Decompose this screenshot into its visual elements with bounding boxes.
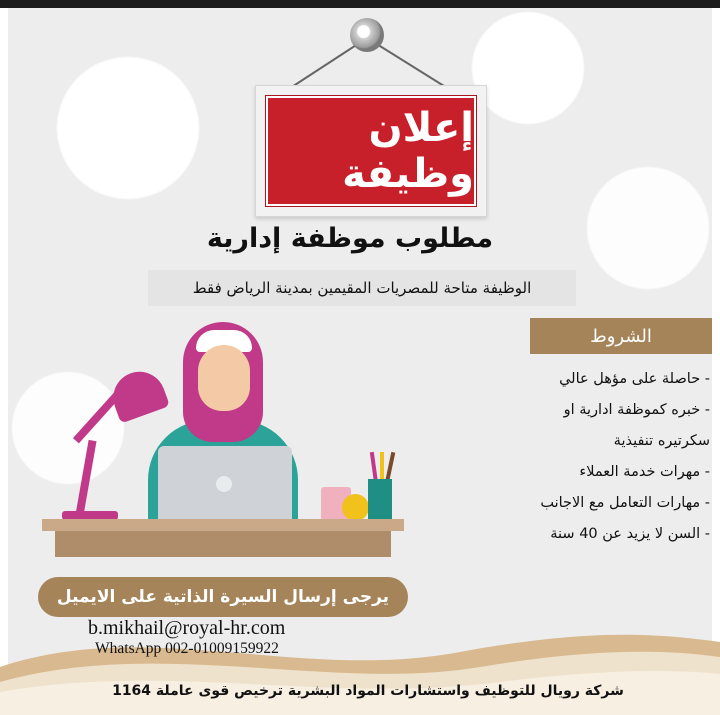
- email-instruction-bar: [38, 577, 408, 617]
- job-ad-sign: [255, 85, 487, 217]
- whatsapp-number[interactable]: WhatsApp 002-01009159922: [95, 640, 279, 657]
- footer-text: شركة رويال للتوظيف واستشارات المواد البشرية ترخيص قوى عاملة 1164: [112, 683, 624, 699]
- pencil-cup-icon: [368, 479, 392, 521]
- subtitle-bar: [148, 270, 576, 306]
- condition-item: - مهرات خدمة العملاء: [579, 464, 710, 480]
- top-border: [0, 0, 720, 8]
- desk-top: [42, 519, 404, 531]
- condition-item: سكرتيره تنفيذية: [613, 433, 710, 449]
- email-instruction: يرجى إرسال السيرة الذاتية على الايميل: [56, 587, 390, 607]
- conditions-list: [470, 364, 710, 550]
- apple-icon: [342, 494, 369, 521]
- sign-panel: [266, 96, 476, 206]
- face-illustration: [198, 345, 250, 411]
- condition-item: - حاصلة على مؤهل عالي: [559, 371, 710, 387]
- sign-title: إعلان وظيفة: [342, 105, 474, 197]
- page-title: مطلوب موظفة إدارية: [206, 223, 494, 254]
- nail-icon: [350, 18, 384, 52]
- subtitle: الوظيفة متاحة للمصريات المقيمين بمدينة الرياض فقط: [192, 279, 532, 297]
- condition-item: - مهارات التعامل مع الاجانب: [540, 495, 710, 511]
- desk-front: [55, 531, 391, 557]
- laptop-logo: [216, 476, 232, 492]
- email-address[interactable]: b.mikhail@royal-hr.com: [88, 617, 286, 639]
- condition-item: - السن لا يزيد عن 40 سنة: [550, 526, 710, 542]
- condition-item: - خبره كموظفة ادارية او: [563, 402, 710, 418]
- conditions-heading: الشروط: [530, 318, 712, 354]
